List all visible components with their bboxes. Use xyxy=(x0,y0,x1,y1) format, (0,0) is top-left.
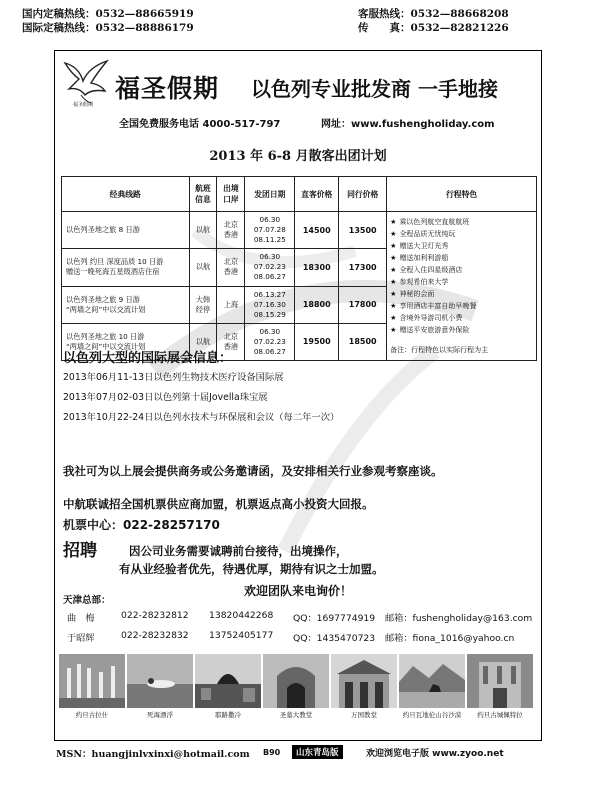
ad-frame xyxy=(54,50,542,741)
service-statement: 我社可为以上展会提供商务或公务邀请函，及安排相关行业参观考察座谈。 xyxy=(63,464,443,478)
col-header-dates: 发团日期 xyxy=(245,177,295,212)
feature-text: 全程品质无忧纯玩 xyxy=(399,230,456,238)
recruit-line: 因公司业务需要诚聘前台接待，出境操作， xyxy=(129,544,348,558)
port-cell-line: 香港 xyxy=(223,267,239,277)
dates-cell-line: 06.13.27 xyxy=(253,289,286,299)
star-icon: ★ xyxy=(390,302,397,310)
port-cell-line: 北京 xyxy=(223,331,239,341)
star-icon: ★ xyxy=(390,314,397,322)
photo-card xyxy=(399,654,465,722)
jerusalem-photo xyxy=(195,654,261,708)
port-cell-line: 上海 xyxy=(223,299,239,309)
feature-text: 赠送加利利游船 xyxy=(399,254,449,262)
feature-item xyxy=(390,252,533,264)
photo-card xyxy=(331,654,397,722)
feature-item xyxy=(390,312,533,324)
dates-cell xyxy=(245,249,295,286)
petra-photo xyxy=(467,654,533,708)
brand-slogan: 以色列专业批发商 一手地接 xyxy=(251,77,498,101)
route-cell-line: 以色列圣地之旅 9 日游 xyxy=(66,294,140,304)
flight-cell-line: 以航 xyxy=(195,262,211,272)
wadi-rum-desert-photo xyxy=(399,654,465,708)
fax-number: 传 真：0532—82821226 xyxy=(358,22,509,34)
photo-card xyxy=(467,654,533,722)
flight-cell-line: 经停 xyxy=(195,304,211,314)
service-hotline: 客服热线：0532—88668208 xyxy=(358,8,509,20)
star-icon: ★ xyxy=(390,230,397,238)
route-cell-line: “两墙之间”中以交流计划 xyxy=(66,304,146,314)
headquarters-label: 天津总部： xyxy=(63,595,111,606)
photo-card xyxy=(195,654,261,722)
footer-website: 欢迎浏览电子版 www.zyoo.net xyxy=(366,749,504,759)
flight-cell-line: 以航 xyxy=(195,336,211,346)
international-hotline: 国际定稿热线：0532—88886179 xyxy=(22,22,194,34)
port-cell-line: 北京 xyxy=(223,257,239,267)
features-note: 备注：行程特色以实际行程为主 xyxy=(390,346,489,354)
star-icon: ★ xyxy=(390,326,397,334)
photo-strip xyxy=(57,654,541,726)
website-address[interactable]: 网址：www.fushengholiday.com xyxy=(321,119,495,130)
feature-text: 享用酒店丰富自助早晚餐 xyxy=(399,302,477,310)
dates-cell xyxy=(245,286,295,323)
tour-schedule-table xyxy=(61,176,537,361)
contact-email[interactable]: 邮箱：fiona_1016@yahoo.cn xyxy=(385,633,515,644)
contact-phone: 022-28232812 xyxy=(121,610,189,621)
route-cell-line: 赠送一晚死海五星级酒店住宿 xyxy=(66,267,160,277)
direct-price: 18300 xyxy=(295,249,339,286)
star-icon: ★ xyxy=(390,218,397,226)
contact-mobile: 13752405177 xyxy=(209,630,274,641)
plan-title: 2013 年 6-8 月散客出团计划 xyxy=(209,149,387,164)
star-icon: ★ xyxy=(390,266,397,274)
contact-email[interactable]: 邮箱：fushengholiday@163.com xyxy=(385,613,533,624)
peer-price: 13500 xyxy=(339,212,387,249)
features-cell xyxy=(387,212,537,361)
recruit-badge: 招聘 xyxy=(63,541,97,561)
dates-cell-line: 08.11.25 xyxy=(253,235,286,245)
table-row xyxy=(62,212,537,249)
feature-text: 赠送大卫灯光秀 xyxy=(399,242,449,250)
feature-text: 参观希伯来大学 xyxy=(399,278,449,286)
dates-cell xyxy=(245,212,295,249)
photo-caption: 死海漂浮 xyxy=(147,711,173,719)
contact-name: 曲 梅 xyxy=(67,613,95,624)
peer-price: 17300 xyxy=(339,249,387,286)
route-cell-line: “两墙之间”中以交流计划 xyxy=(66,341,146,351)
contact-mobile: 13820442268 xyxy=(209,610,274,621)
flight-cell xyxy=(189,249,217,286)
recruit-line: 有从业经验者优先，待遇优厚，期待有识之士加盟。 xyxy=(119,562,384,576)
photo-caption: 约旦古拉什 xyxy=(75,711,109,719)
holy-sepulchre-photo xyxy=(263,654,329,708)
ticket-center-phone: 机票中心：022-28257170 xyxy=(63,518,220,532)
dates-cell-line: 08.15.29 xyxy=(253,309,286,319)
port-cell-line: 北京 xyxy=(223,220,239,230)
star-icon: ★ xyxy=(390,254,397,262)
dates-cell-line: 07.02.23 xyxy=(253,262,286,272)
feature-item xyxy=(390,216,533,228)
contact-qq: QQ：1697774919 xyxy=(293,613,376,624)
col-header-direct-price: 直客价格 xyxy=(295,177,339,212)
feature-text: 神秘的会面 xyxy=(399,290,435,298)
photo-caption: 万国教堂 xyxy=(351,711,377,719)
contact-qq: QQ：1435470723 xyxy=(293,633,376,644)
port-cell-line: 香港 xyxy=(223,230,239,240)
partner-recruit-statement: 中航联诚招全国机票供应商加盟，机票返点高小投资大回报。 xyxy=(63,497,374,511)
photo-card xyxy=(59,654,125,722)
route-cell xyxy=(62,249,190,286)
expo-title: 以色列大型的国际展会信息： xyxy=(63,351,233,366)
domestic-hotline: 国内定稿热线：0532—88665919 xyxy=(22,8,194,20)
dates-cell-line: 06.30 xyxy=(259,215,281,225)
church-of-all-nations-photo xyxy=(331,654,397,708)
dates-cell-line: 07.07.28 xyxy=(253,225,286,235)
dates-cell-line: 07.16.30 xyxy=(253,299,286,309)
edition-badge: 山东青岛版 xyxy=(292,745,343,759)
route-cell xyxy=(62,286,190,323)
direct-price: 19500 xyxy=(295,323,339,360)
welcome-inquiry: 欢迎团队来电询价！ xyxy=(243,584,352,598)
photo-caption: 约旦古城佩特拉 xyxy=(477,711,523,719)
feature-text: 赠送平安旅游意外保险 xyxy=(399,326,470,334)
expo-item: 2013年06月11-13日以色列生物技术医疗设备国际展 xyxy=(63,372,284,383)
feature-text: 全程入住四星级酒店 xyxy=(399,266,463,274)
route-cell xyxy=(62,212,190,249)
route-cell-line: 以色列 约旦 深度品质 10 日游 xyxy=(66,257,164,267)
dates-cell-line: 06.30 xyxy=(259,252,281,262)
expo-item: 2013年07月02-03日以色列第十届Jovella珠宝展 xyxy=(63,392,268,403)
photo-card xyxy=(127,654,193,722)
dates-cell-line: 07.02.23 xyxy=(253,336,286,346)
photo-card xyxy=(263,654,329,722)
star-icon: ★ xyxy=(390,278,397,286)
port-cell xyxy=(217,249,245,286)
col-header-route: 经典线路 xyxy=(62,177,190,212)
col-header-port: 出境口岸 xyxy=(217,177,245,212)
star-icon: ★ xyxy=(390,290,397,298)
ruins-photo xyxy=(59,654,125,708)
peer-price: 18500 xyxy=(339,323,387,360)
direct-price: 18800 xyxy=(295,286,339,323)
route-cell-line: 以色列圣地之旅 10 日游 xyxy=(66,331,145,341)
table-header-row xyxy=(62,177,537,212)
route-cell-line: 以色列圣地之旅 8 日游 xyxy=(66,225,140,235)
brand-name: 福圣假期 xyxy=(115,74,220,103)
contact-name: 于昭辉 xyxy=(67,633,95,644)
photo-caption: 约旦瓦地伦山谷沙漠 xyxy=(402,711,462,719)
feature-item xyxy=(390,228,533,240)
feature-item xyxy=(390,240,533,252)
logo-caption: 福圣假期 xyxy=(73,102,94,108)
dead-sea-photo xyxy=(127,654,193,708)
expo-item: 2013年10月22-24日以色列水技术与环保展和会议（每二年一次） xyxy=(63,412,340,423)
feature-item xyxy=(390,288,533,300)
col-header-peer-price: 同行价格 xyxy=(339,177,387,212)
contact-phone: 022-28232832 xyxy=(121,630,189,641)
feature-text: 乘以色列航空直航航班 xyxy=(399,218,470,226)
flight-cell xyxy=(189,286,217,323)
flight-cell xyxy=(189,212,217,249)
feature-item xyxy=(390,324,533,336)
dates-cell-line: 08.06.27 xyxy=(253,272,286,282)
flight-cell-line: 以航 xyxy=(195,225,211,235)
feature-item xyxy=(390,264,533,276)
photo-caption: 圣墓大教堂 xyxy=(279,711,313,719)
dates-cell-line: 06.30 xyxy=(259,326,281,336)
photo-caption: 耶路撒冷 xyxy=(215,711,241,719)
port-cell-line: 香港 xyxy=(223,341,239,351)
port-cell xyxy=(217,286,245,323)
toll-free-phone: 全国免费服务电话 4000-517-797 xyxy=(119,119,281,130)
port-cell xyxy=(217,212,245,249)
dates-cell xyxy=(245,323,295,360)
direct-price: 14500 xyxy=(295,212,339,249)
flight-cell-line: 大韩 xyxy=(195,294,211,304)
col-header-features: 行程特色 xyxy=(387,177,537,212)
footer-msn: MSN：huangjinlvxinxi@hotmail.com xyxy=(56,749,250,760)
feature-item xyxy=(390,300,533,312)
page-number: B90 xyxy=(263,748,281,757)
feature-text: 含境外导游司机小费 xyxy=(399,314,463,322)
feature-item xyxy=(390,276,533,288)
dates-cell-line: 08.06.27 xyxy=(253,346,286,356)
star-icon: ★ xyxy=(390,242,397,250)
col-header-flight: 航班信息 xyxy=(189,177,217,212)
peer-price: 17800 xyxy=(339,286,387,323)
